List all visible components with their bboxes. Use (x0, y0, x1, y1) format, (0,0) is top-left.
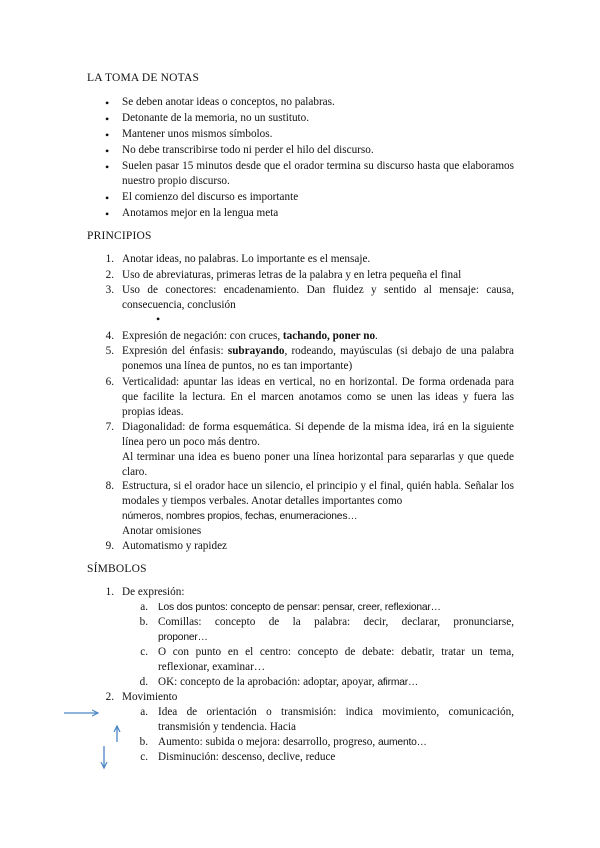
principle-item-continued: Al terminar una idea es bueno poner una línea horizontal para separarlas y que quede claro. (122, 451, 514, 478)
list-number: 5. (105, 345, 114, 357)
list-number: 7. (105, 421, 114, 433)
page-title: LA TOMA DE NOTAS (87, 72, 200, 84)
bullet-dot: • (105, 144, 110, 158)
section-heading-principios: PRINCIPIOS (87, 230, 152, 242)
principle-item: Expresión de negación: con cruces, tachando, poner no. (122, 330, 378, 342)
bullet-item: Mantener unos mismos símbolos. (122, 128, 273, 140)
bullet-dot: • (105, 191, 110, 205)
empty-bullet: • (156, 312, 161, 326)
principle-item-examples: números, nombres propios, fechas, enumeraciones… (122, 511, 358, 522)
list-number: 9. (105, 540, 114, 552)
principle-item: Estructura, si el orador hace un silencio, el principio y el final, quién habla. Señalar los modales y tiempos verbales. Anotar detalles importantes como (122, 480, 514, 507)
bullet-dot: • (105, 112, 110, 126)
list-letter: a. (140, 706, 148, 718)
list-letter: b. (139, 616, 148, 628)
list-letter: c. (140, 751, 148, 763)
symbol-item: Los dos puntos: concepto de pensar: pensar, creer, reflexionar… (158, 602, 441, 613)
principle-item: Anotar ideas, no palabras. Lo importante es el mensaje. (122, 253, 371, 265)
bullet-item: Anotamos mejor en la lengua meta (122, 207, 279, 219)
list-number: 3. (105, 284, 114, 296)
list-number: 6. (105, 376, 114, 388)
symbol-item: Aumento: subida o mejora: desarrollo, progreso, aumento… (158, 736, 427, 748)
symbol-item: OK: concepto de la aprobación: adoptar, apoyar, afirmar… (158, 676, 419, 688)
bullet-dot: • (105, 207, 110, 221)
principle-item: Uso de abreviaturas, primeras letras de la palabra y en letra pequeña el final (122, 269, 462, 281)
bullet-item: El comienzo del discurso es importante (122, 191, 299, 203)
symbol-item: O con punto en el centro: concepto de debate: debatir, tratar un tema, reflexionar, examinar… (158, 646, 514, 673)
principle-item: Automatismo y rapidez (122, 540, 228, 552)
bullet-item: Se deben anotar ideas o conceptos, no palabras. (122, 96, 335, 108)
list-letter: d. (139, 676, 148, 688)
list-letter: a. (140, 601, 148, 613)
principle-item: Uso de conectores: encadenamiento. Dan fluidez y sentido al mensaje: causa, consecuencia, conclusión (122, 284, 514, 311)
list-number: 1. (105, 253, 114, 265)
principle-item-continued: Anotar omisiones (122, 525, 202, 537)
bullet-item: Suelen pasar 15 minutos desde que el orador termina su discurso hasta que elaboramos nuestro propio discurso. (122, 160, 514, 187)
list-letter: b. (139, 736, 148, 748)
symbol-item: Idea de orientación o transmisión: indica movimiento, comunicación, transmisión y tendencia. Hacia (158, 706, 514, 733)
principle-item: Verticalidad: apuntar las ideas en vertical, no en horizontal. De forma ordenada para que facilite la lectura. En el marcen anotamos como se unen las ideas y fuera las propias ideas. (122, 376, 514, 418)
list-number: 1. (105, 586, 114, 598)
symbol-group: De expresión: (122, 586, 185, 598)
symbol-item-continued: proponer… (158, 632, 208, 643)
principle-item: Diagonalidad: de forma esquemática. Si depende de la misma idea, irá en la siguiente línea pero un poco más dentro. (122, 421, 514, 448)
bullet-dot: • (105, 128, 110, 142)
list-number: 4. (105, 330, 114, 342)
bullet-dot: • (105, 96, 110, 110)
list-number: 2. (105, 269, 114, 281)
list-number: 8. (105, 480, 114, 492)
bullet-item: No debe transcribirse todo ni perder el hilo del discurso. (122, 144, 374, 156)
bullet-item: Detonante de la memoria, no un sustituto. (122, 112, 310, 124)
symbol-item: Disminución: descenso, declive, reduce (158, 751, 336, 763)
symbol-group: Movimiento (122, 691, 178, 703)
list-number: 2. (105, 691, 114, 703)
section-heading-simbolos: SÍMBOLOS (87, 563, 147, 575)
principle-item: Expresión del énfasis: subrayando, rodeando, mayúsculas (si debajo de una palabra ponemos una línea de puntos, no es tan importante) (122, 345, 514, 372)
symbol-item: Comillas: concepto de la palabra: decir, declarar, pronunciarse, (158, 616, 514, 628)
list-letter: c. (140, 646, 148, 658)
bullet-dot: • (105, 160, 110, 174)
